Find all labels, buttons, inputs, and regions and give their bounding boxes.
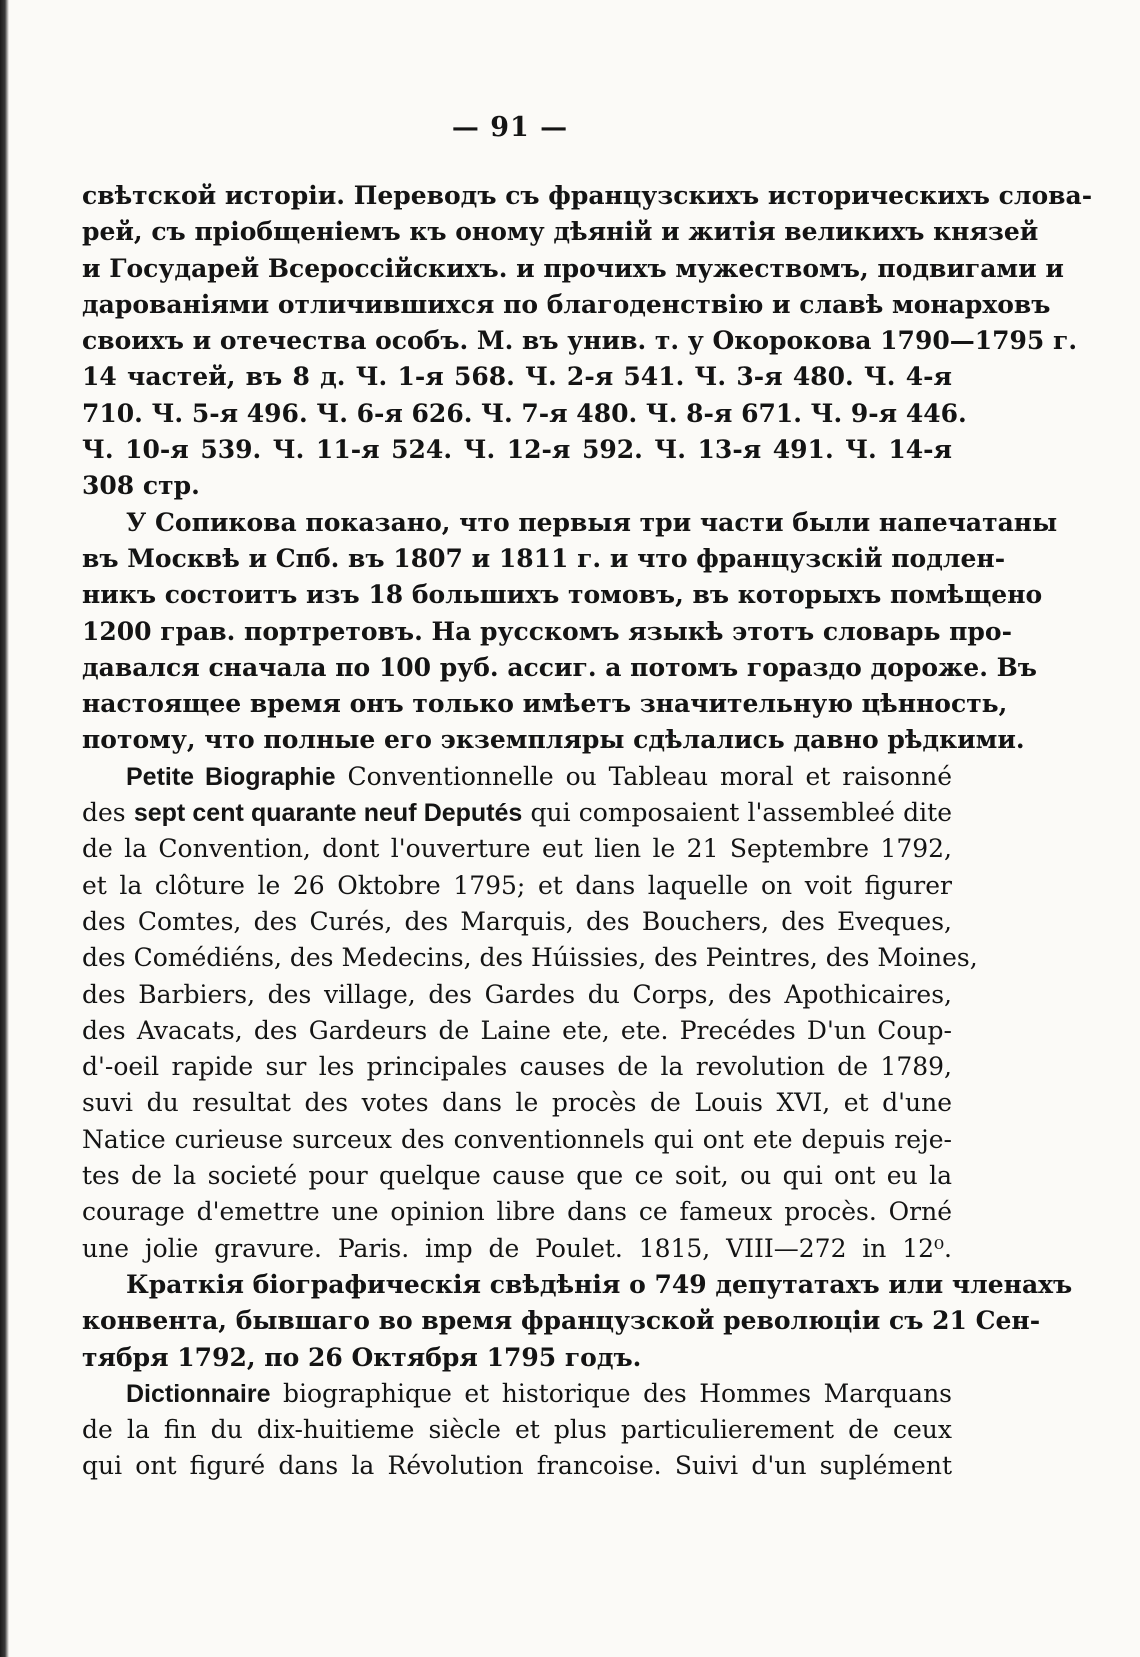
text-line: въ Москвѣ и Спб. въ 1807 и 1811 г. и что французскій подлен-: [82, 543, 1006, 573]
text-line: 14 частей, въ 8 д. Ч. 1-я 568. Ч. 2-я 541. Ч. 3-я 480. Ч. 4-я: [82, 362, 952, 392]
text-line: тября 1792, по 26 Октября 1795 годъ.: [82, 1342, 642, 1372]
entry-title: Dictionnaire: [126, 1379, 271, 1408]
text-line: рей, съ пріобщеніемъ къ оному дѣяній и житія великихъ князей: [82, 217, 1039, 247]
text-line: et la clôture le 26 Oktobre 1795; et dans laquelle on voit figurer: [82, 870, 952, 900]
text-run: biographique et historique des Hommes Marquans: [282, 1378, 952, 1408]
text-line: de la fin du dix-huitieme siècle et plus particulierement de ceux: [82, 1415, 952, 1445]
text-line: свѣтской исторіи. Переводъ съ французскихъ историческихъ слова-: [82, 181, 1093, 210]
text-line: конвента, бывшаго во время французской революціи съ 21 Сен-: [82, 1306, 1041, 1336]
text-run: qui composaient l'assembleé dite: [530, 798, 952, 828]
paragraph-1: [82, 178, 1093, 505]
entry-title: Petite Biographie: [126, 762, 336, 791]
text-line: une jolie gravure. Paris. imp de Poulet. 1815, VIII—272 in 12⁰.: [82, 1233, 952, 1263]
text-line: настоящее время онъ только имѣетъ значительную цѣнность,: [82, 689, 1008, 719]
text-line: и Государей Всероссійскихъ. и прочихъ мужествомъ, подвигами и: [82, 253, 1064, 283]
page-binding-edge: [0, 0, 9, 1657]
text-line: des Barbiers, des village, des Gardes du Corps, des Apothicaires,: [82, 979, 952, 1009]
text-line: потому, что полные его экземпляры сдѣлались давно рѣдкими.: [82, 725, 1025, 755]
text-line: tes de la societé pour quelque cause que ce soit, ou qui ont eu la: [82, 1161, 952, 1191]
text-line: courage d'emettre une opinion libre dans ce fameux procès. Orné: [82, 1197, 952, 1227]
page-body: [82, 178, 1093, 1485]
text-line: 1200 грав. портретовъ. На русскомъ языкѣ этотъ словарь про-: [82, 616, 1012, 646]
text-line: 710. Ч. 5-я 496. Ч. 6-я 626. Ч. 7-я 480. Ч. 8-я 671. Ч. 9-я 446.: [82, 398, 967, 428]
paragraph-5: [82, 1376, 952, 1485]
text-line: des Comtes, des Curés, des Marquis, des Bouchers, des Eveques,: [82, 906, 952, 936]
text-line: Ч. 10-я 539. Ч. 11-я 524. Ч. 12-я 592. Ч. 13-я 491. Ч. 14-я: [82, 435, 952, 465]
text-line: des Comédiéns, des Medecins, des Húissies, des Peintres, des Moines,: [82, 943, 978, 973]
text-line: своихъ и отечества особъ. М. въ унив. т. у Окорокова 1790—1795 г.: [82, 326, 1078, 356]
paragraph-2: [82, 505, 1058, 759]
text-line: У Сопикова показано, что первыя три части были напечатаны: [126, 507, 1058, 537]
text-line: d'-oeil rapide sur les principales causes de la revolution de 1789,: [82, 1052, 952, 1082]
text-line: давался сначала по 100 руб. ассиг. а потомъ гораздо дороже. Въ: [82, 652, 1037, 682]
emphasis-run: sept cent quarante neuf Deputés: [133, 799, 523, 828]
text-line: дарованіями отличившихся по благоденствію и славѣ монарховъ: [82, 289, 1051, 319]
text-line: des Avacats, des Gardeurs de Laine ete, ete. Precédes D'un Coup-: [82, 1015, 952, 1045]
text-line: никъ состоитъ изъ 18 большихъ томовъ, въ которыхъ помѣщено: [82, 580, 1043, 610]
text-run: des: [82, 798, 126, 828]
text-line: de la Convention, dont l'ouverture eut lien le 21 Septembre 1792,: [82, 834, 952, 864]
text-line: Natice curieuse surceux des conventionnels qui ont ete depuis reje-: [82, 1124, 952, 1154]
page-number: — 91 —: [451, 112, 569, 143]
text-line: qui ont figuré dans la Révolution francoise. Suivi d'un suplément: [82, 1451, 952, 1481]
text-run: Conventionnelle ou Tableau moral et raisonné: [347, 761, 952, 791]
paragraph-4: [82, 1267, 1073, 1376]
text-line: 308 стр.: [82, 471, 200, 501]
text-line: [82, 759, 952, 795]
text-line: suvi du resultat des votes dans le procès de Louis XVI, et d'une: [82, 1088, 952, 1118]
paragraph-3: [82, 759, 978, 1267]
text-line: [82, 1376, 952, 1412]
text-line: [82, 795, 952, 831]
text-line: Краткія біографическія свѣдѣнія о 749 депутатахъ или членахъ: [126, 1269, 1073, 1299]
